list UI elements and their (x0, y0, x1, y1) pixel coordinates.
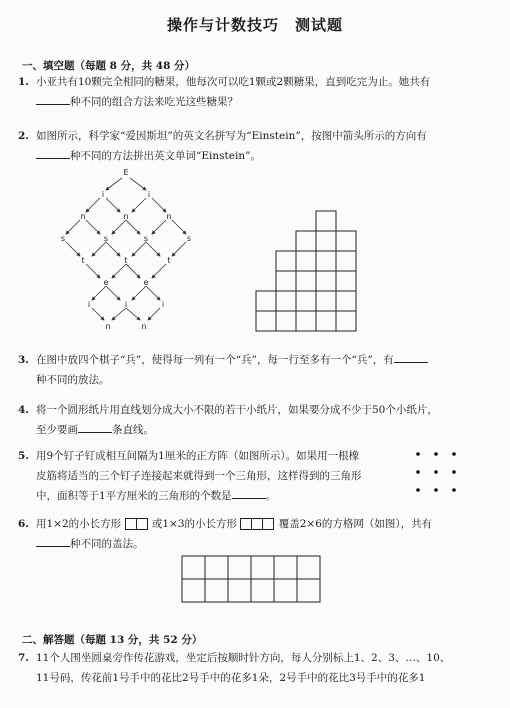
diagram-letter: E (123, 168, 129, 177)
diagram-letter: i (87, 300, 91, 309)
question-number: 6. (18, 518, 29, 530)
question-number: 3. (18, 354, 29, 366)
diagram-letter: i (124, 300, 128, 309)
question-text: 种不同的盖法。 (70, 538, 144, 550)
answer-blank (232, 486, 266, 499)
question-text: 条直线。 (112, 424, 154, 436)
question-text: 种不同的放法。 (36, 374, 110, 386)
question-text: 用9个钉子钉成相互间隔为1厘米的正方阵（如图所示）。如果用一根橡 (36, 450, 360, 462)
question-text: 11号码，传花前1号手中的花比2号手中的花多1朵，2号手中的花比3号手中的花多1 (36, 672, 426, 684)
question-4 (18, 400, 478, 440)
question-text: 将一个圆形纸片用直线划分成大小不限的若干小纸片，如果要分成不少于50个小纸片， (36, 404, 438, 416)
two-by-six-grid-diagram (181, 555, 323, 605)
diagram-letter: t (124, 256, 128, 265)
question-text: 覆盖2×6的方格网（如图），共有 (278, 518, 433, 530)
question-number: 5. (18, 450, 29, 462)
diagram-letter: t (167, 256, 171, 265)
staircase-grid-diagram (255, 210, 397, 332)
question-text: 种不同的方法拼出英文单词“Einstein”。 (70, 150, 261, 162)
answer-blank (394, 350, 428, 363)
diagram-letter: n (105, 322, 111, 331)
question-text: 在图中放四个棋子“兵”，使得每一列有一个“兵”，每一行至多有一个“兵”，有 (36, 354, 394, 366)
question-text: 如图所示，科学家“爱因斯坦”的英文名拼写为“Einstein”，按图中箭头所示的方向有 (36, 130, 427, 142)
question-text: 皮筋将适当的三个钉子连接起来就得到一个三角形，这样得到的三角形 (36, 470, 362, 482)
question-number: 7. (18, 652, 29, 664)
diagram-letter: e (103, 278, 109, 287)
answer-blank (78, 420, 112, 433)
question-text: 至少要画 (36, 424, 78, 436)
question-5: 5. 用9个钉子钉成相互间隔为1厘米的正方阵（如图所示）。如果用一根橡 皮筋将适当的三个钉子连接起来就得到一个三角形，这样得到的三角形 中，面积等于1平方厘米的三角形的个数是 。 (18, 446, 418, 506)
section-answer-heading: 二、解答题（每题 13 分，共 52 分） (22, 634, 203, 646)
diagram-letter: e (143, 278, 149, 287)
diagram-letter: i (101, 190, 105, 199)
question-text: 小亚共有10颗完全相同的糖果，他每次可以吃1颗或2颗糖果，直到吃完为止。她共有 (36, 76, 431, 88)
diagram-letter: s (60, 234, 66, 243)
einstein-letter-diamond-diagram (50, 160, 200, 340)
nine-nail-dot-grid (412, 448, 462, 498)
diagram-letter: n (123, 212, 129, 221)
question-7 (18, 648, 478, 688)
diagram-letter: s (103, 234, 109, 243)
question-text: 中，面积等于1平方厘米的三角形的个数是 (36, 490, 232, 502)
diagram-letter: n (80, 212, 86, 221)
question-1 (18, 72, 478, 112)
diagram-letter: i (147, 190, 151, 199)
section-fill-blank-heading: 一、填空题（每题 8 分，共 48 分） (22, 60, 196, 72)
question-text: 用1×2的小长方形 (36, 518, 122, 530)
question-6 (18, 514, 478, 554)
question-number: 1. (18, 76, 29, 88)
diagram-letter: s (143, 234, 149, 243)
diagram-letter: t (81, 256, 85, 265)
one-by-three-rectangle-icon (240, 518, 275, 530)
question-3 (18, 350, 478, 390)
diagram-letter: n (166, 212, 172, 221)
question-text: 11个人围坐圆桌旁作传花游戏，坐定后按顺时针方向，每人分别标上1、2、3、…、10、 (36, 652, 451, 664)
diagram-letter: i (161, 300, 165, 309)
answer-blank (36, 146, 70, 159)
diagram-letter: s (186, 234, 192, 243)
question-text: 种不同的组合方法来吃光这些糖果？ (70, 96, 238, 108)
answer-blank (36, 92, 70, 105)
answer-blank (36, 534, 70, 547)
question-number: 4. (18, 404, 29, 416)
diagram-letter: n (141, 322, 147, 331)
question-text: 或1×3的小长方形 (151, 518, 238, 530)
page-title: 操作与计数技巧 测试题 (166, 16, 343, 34)
question-number: 2. (18, 130, 29, 142)
one-by-two-rectangle-icon (125, 518, 149, 530)
